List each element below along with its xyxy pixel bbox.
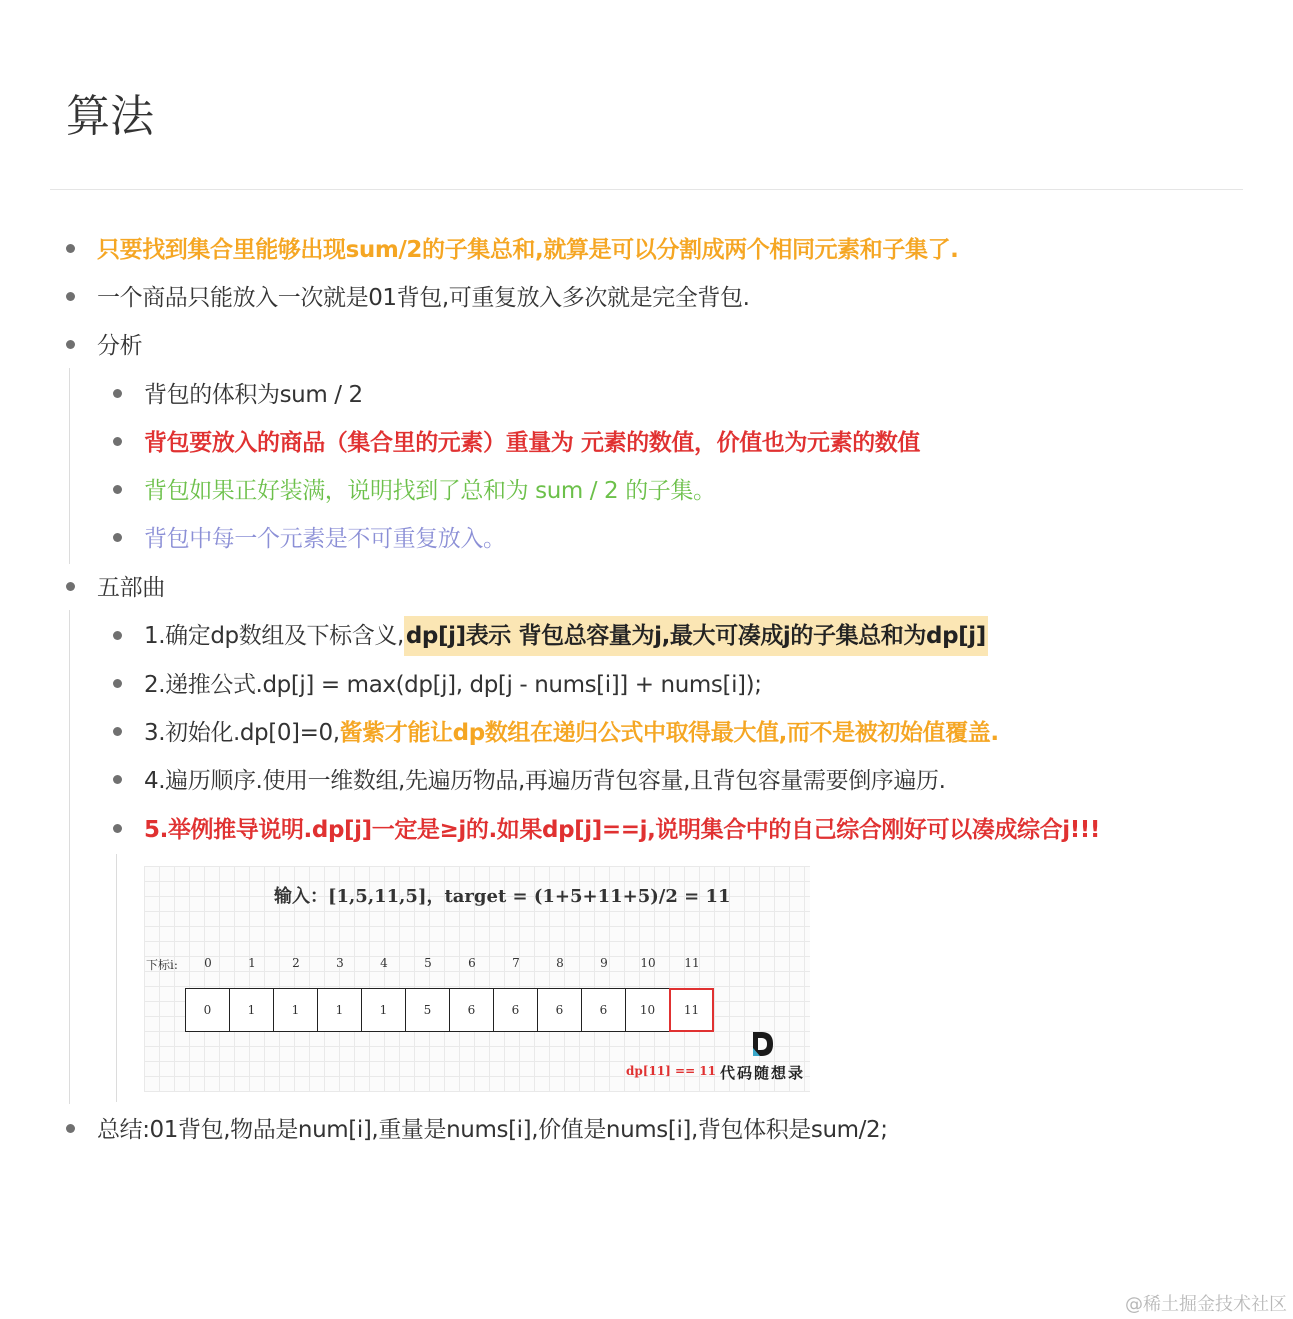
watermark: @稀土掘金技术社区	[1125, 1294, 1287, 1315]
dp-cell: 10	[625, 988, 670, 1032]
logo-text: 代码随想录	[720, 1064, 806, 1082]
list-item	[97, 567, 165, 607]
item-text: 背包如果正好装满，说明找到了总和为 sum / 2 的子集。	[144, 477, 716, 504]
index-label-value: 10	[640, 956, 656, 970]
nested-guide-line	[116, 854, 117, 1102]
dp-cell: 1	[229, 988, 274, 1032]
figure-title: 输入：[1,5,11,5]，target = (1+5+11+5)/2 = 11	[274, 886, 731, 907]
index-label-value: 2	[292, 956, 300, 970]
item-text: 只要找到集合里能够出现sum/2的子集总和,就算是可以分割成两个相同元素和子集了.	[97, 236, 959, 263]
nested-guide-line	[69, 610, 70, 1104]
highlighted-text: dp[j]表示 背包总容量为j,最大可凑成j的子集总和为dp[j]	[404, 616, 988, 656]
list-item	[97, 1109, 888, 1149]
index-label-value: 8	[556, 956, 564, 970]
bullet-dot	[113, 533, 122, 542]
item-text: 2.递推公式.dp[j] = max(dp[j], dp[j - nums[i]] + nums[i]);	[144, 671, 762, 698]
index-label-value: 1	[248, 956, 256, 970]
dp-cell: 6	[581, 988, 626, 1032]
dp-cell: 6	[537, 988, 582, 1032]
bullet-dot	[113, 679, 122, 688]
bullet-dot	[66, 582, 75, 591]
dp-cell: 1	[273, 988, 318, 1032]
item-text: 总结:01背包,物品是num[i],重量是nums[i],价值是nums[i],背包体积是sum/2;	[97, 1116, 888, 1143]
item-text: 1.确定dp数组及下标含义,	[144, 622, 404, 649]
index-label-value: 4	[380, 956, 388, 970]
index-label-value: 6	[468, 956, 476, 970]
page-title: 算法	[66, 91, 154, 142]
bullet-dot	[66, 1124, 75, 1133]
dp-cell: 0	[185, 988, 230, 1032]
bullet-dot	[66, 244, 75, 253]
list-item	[144, 422, 920, 462]
bullet-dot	[113, 824, 122, 833]
list-item	[144, 374, 363, 414]
dp-cell: 1	[361, 988, 406, 1032]
item-text: 分析	[97, 332, 143, 359]
nested-guide-line	[69, 368, 70, 564]
bullet-dot	[66, 340, 75, 349]
result-label: dp[11] == 11	[626, 1064, 716, 1078]
index-label-value: 3	[336, 956, 344, 970]
dp-cell: 11	[669, 988, 714, 1032]
list-item	[97, 277, 750, 317]
logo-icon	[751, 1030, 775, 1058]
list-item	[97, 229, 959, 269]
index-label: 下标i:	[146, 958, 178, 972]
item-text: 4.遍历顺序.使用一维数组,先遍历物品,再遍历背包容量,且背包容量需要倒序遍历.	[144, 767, 946, 794]
item-text: 5.举例推导说明.dp[j]一定是≥j的.如果dp[j]==j,说明集合中的自己综合刚好可以凑成综合j!!!	[144, 816, 1100, 843]
bullet-dot	[113, 437, 122, 446]
bullet-dot	[113, 775, 122, 784]
item-text: 3.初始化.dp[0]=0,	[144, 719, 340, 746]
bullet-dot	[113, 485, 122, 494]
list-item	[144, 615, 988, 655]
emphasis-text: 酱紫才能让dp数组在递归公式中取得最大值,而不是被初始值覆盖.	[339, 719, 999, 746]
dp-array	[186, 988, 714, 1032]
index-label-value: 11	[684, 956, 700, 970]
dp-cell: 6	[493, 988, 538, 1032]
dp-cell: 1	[317, 988, 362, 1032]
list-item	[144, 760, 946, 800]
list-item	[144, 809, 1100, 849]
bullet-dot	[113, 389, 122, 398]
list-item	[144, 712, 999, 752]
item-text: 背包中每一个元素是不可重复放入。	[144, 525, 506, 552]
bullet-dot	[66, 292, 75, 301]
index-label-value: 5	[424, 956, 432, 970]
item-text: 背包要放入的商品（集合里的元素）重量为 元素的数值，价值也为元素的数值	[144, 429, 921, 456]
list-item	[144, 518, 506, 558]
title-divider	[50, 189, 1243, 190]
dp-cell: 5	[405, 988, 450, 1032]
dp-cell: 6	[449, 988, 494, 1032]
item-text: 一个商品只能放入一次就是01背包,可重复放入多次就是完全背包.	[97, 284, 750, 311]
dp-example-figure	[144, 866, 810, 1092]
bullet-dot	[113, 631, 122, 640]
index-label-value: 9	[600, 956, 608, 970]
bullet-dot	[113, 727, 122, 736]
item-text: 五部曲	[97, 574, 165, 601]
index-label-value: 7	[512, 956, 520, 970]
list-item	[97, 325, 142, 365]
list-item	[144, 470, 716, 510]
item-text: 背包的体积为sum / 2	[144, 381, 363, 408]
index-label-value: 0	[204, 956, 212, 970]
list-item	[144, 664, 762, 704]
